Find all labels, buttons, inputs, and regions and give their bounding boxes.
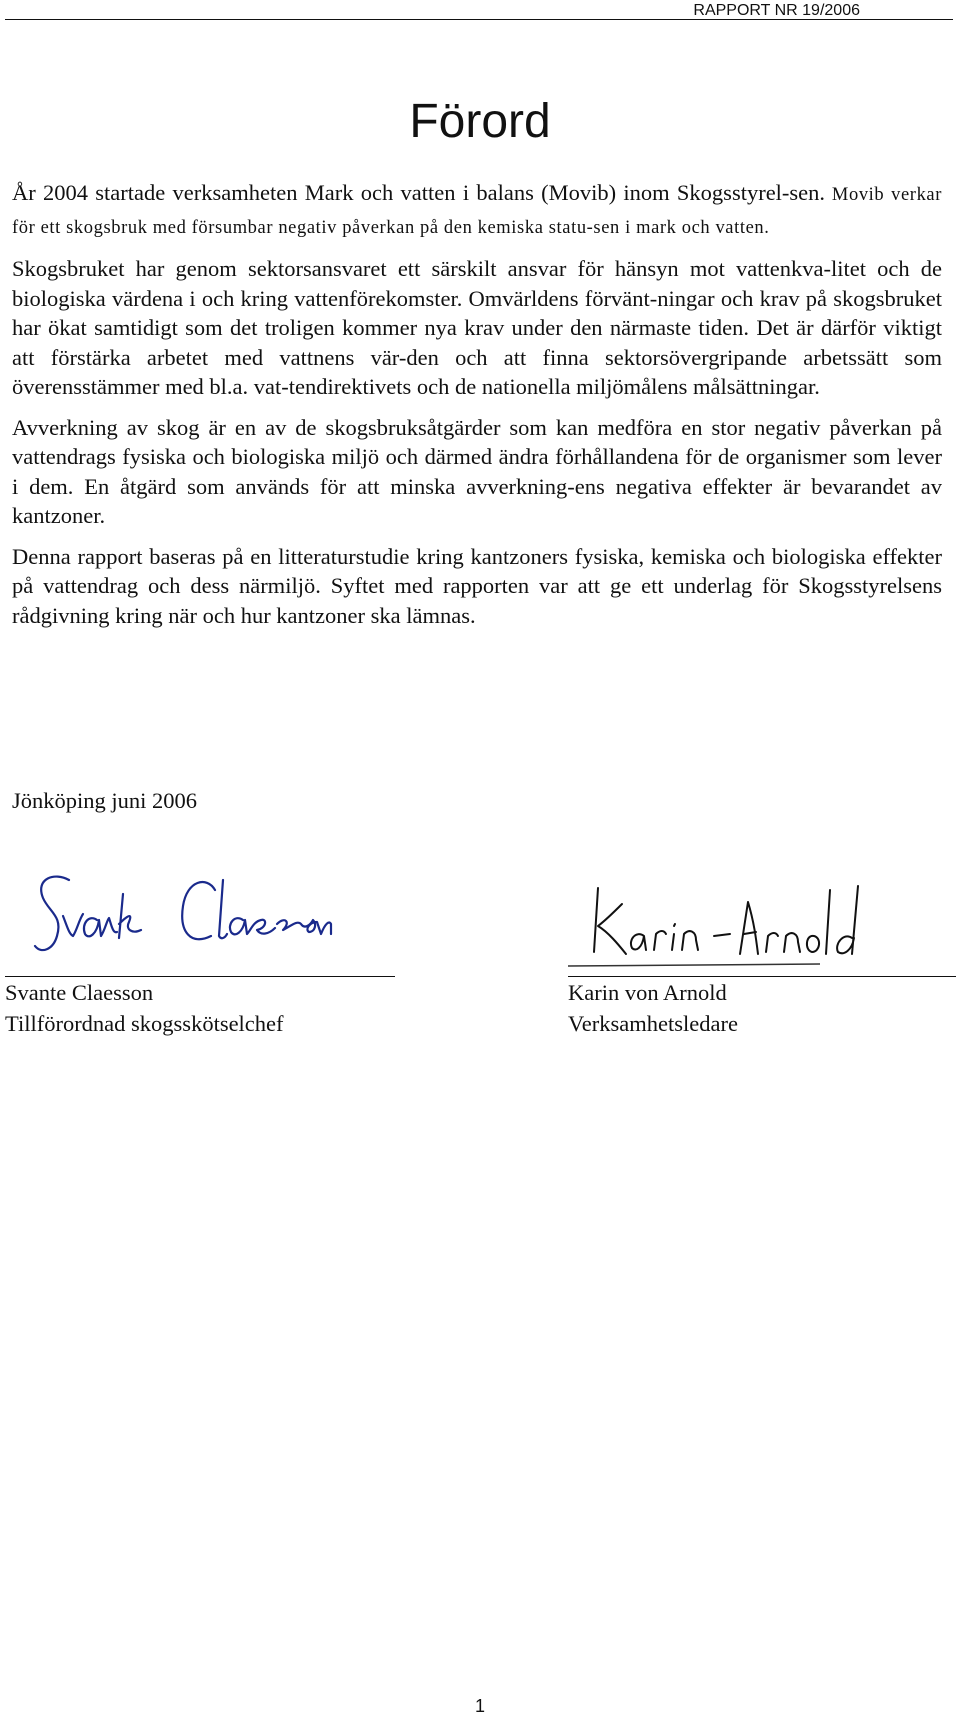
paragraph-report-basis: Denna rapport baseras på en litteraturstudie kring kantzoners fysiska, kemiska och biologiska effekter på vattendrag och dess närmiljö. Syftet med rapporten var att ge ett underlag för Skogsstyrelsens rådgivning kring när och hur kantzoner ska lämnas. xyxy=(12,543,942,628)
page-title: Förord xyxy=(409,95,551,148)
paragraph-intro-continued: Movib verkar för ett skogsbruk med försumbar negativ påverkan på den kemiska statu-sen i mark och vatten. xyxy=(12,185,942,238)
place-date: Jönköping juni 2006 xyxy=(12,788,198,813)
signature-block-svante-claesson xyxy=(5,850,395,1039)
signatory-role-left: Tillförordnad skogsskötselchef xyxy=(5,1011,284,1036)
paragraph-sector-responsibility: Skogsbruket har genom sektorsansvaret ett särskilt ansvar för hänsyn mot vattenkva-litet och de biologiska värdena i och kring vattenförekomster. Omvärldens förvänt-ningar och krav på skogsbruket har ökat samtidigt som det troligen kommer nya krav under den närmaste tiden. Det är därför viktigt att förstärka arbetet med vattnens vär-den och att finna sektorsövergripande arbetssätt som överensstämmer med bl.a. vat-tendirektivets och de nationella miljömålens målsättningar. xyxy=(12,256,942,399)
header-rule xyxy=(5,19,953,20)
running-header: RAPPORT NR 19/2006 xyxy=(693,2,860,19)
paragraph-logging-impact: Avverkning av skog är en av de skogsbruksåtgärder som kan medföra en stor negativ påverkan på vattendrags fysiska och biologiska miljö och därmed ändra förhållandena för de organismer som lever i dem. En åtgärd som används för att minska avverkning-ens negativa effekter är bevarandet av kantzoner. xyxy=(12,414,942,528)
signatory-name-left: Svante Claesson xyxy=(5,980,154,1005)
signature-block-karin-von-arnold xyxy=(568,870,956,1039)
signature-karin-von-arnold xyxy=(568,870,956,976)
body-text xyxy=(12,178,942,641)
page-number: 1 xyxy=(474,1696,485,1716)
signatory-role-right: Verksamhetsledare xyxy=(568,1011,738,1036)
signature-svante-claesson xyxy=(5,850,335,976)
paragraph-intro xyxy=(12,178,942,243)
signatory-name-right: Karin von Arnold xyxy=(568,980,727,1005)
paragraph-intro-lead: År 2004 startade verksamheten Mark och vatten i balans (Movib) inom Skogsstyrel-sen. xyxy=(12,180,826,205)
